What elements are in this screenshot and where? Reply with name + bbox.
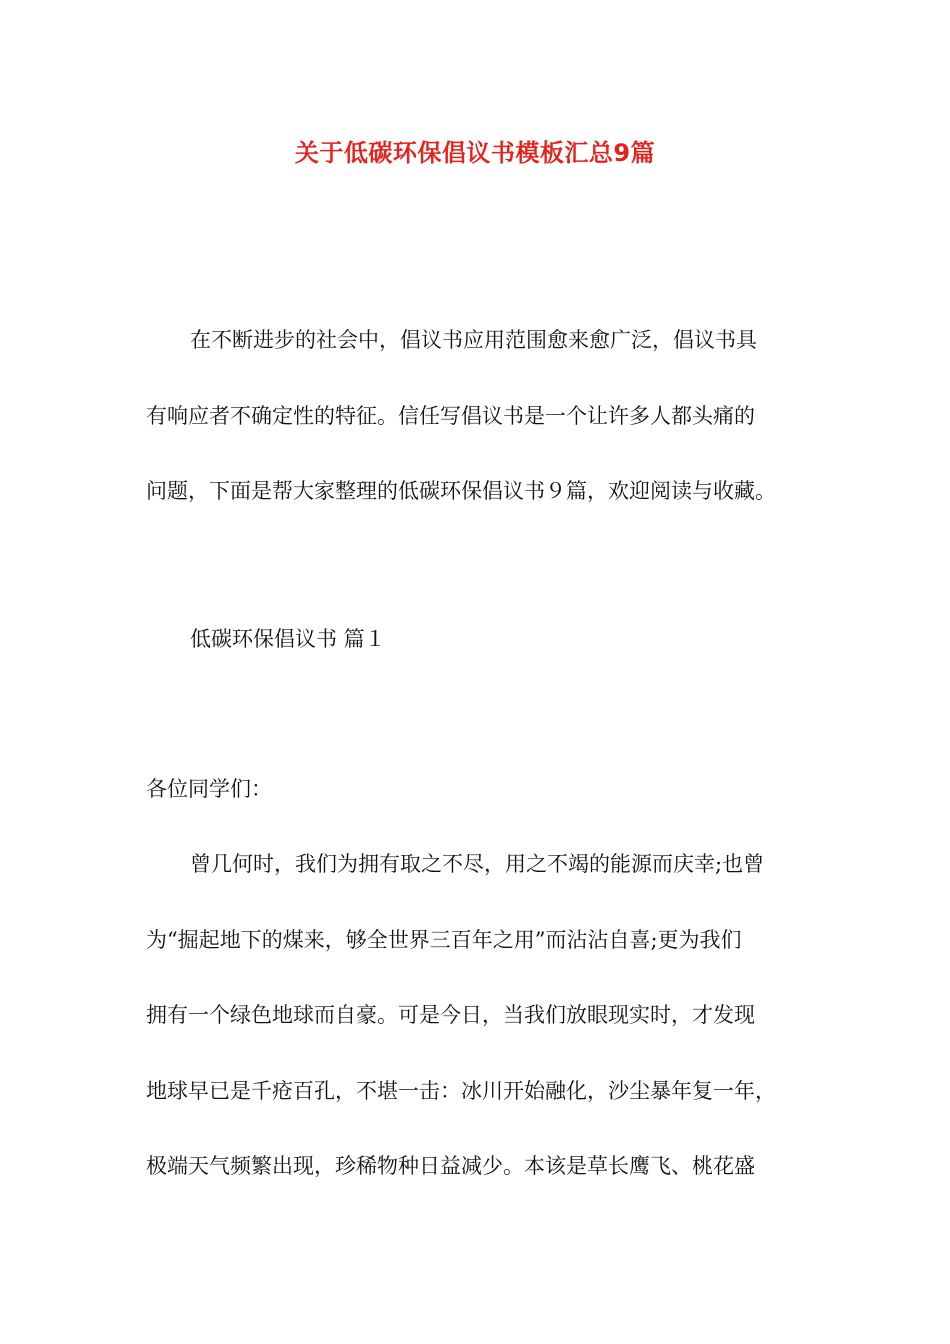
section-heading: 低碳环保倡议书 篇１ [190, 627, 386, 651]
document-title: 关于低碳环保倡议书模板汇总9篇 [294, 139, 656, 167]
body-line-1: 曾几何时，我们为拥有取之不尽，用之不竭的能源而庆幸;也曾 [190, 852, 765, 876]
body-line-3: 拥有一个绿色地球而自豪。可是今日，当我们放眼现实时，才发现 [146, 1003, 755, 1027]
intro-line-2: 有响应者不确定性的特征。信任写倡议书是一个让许多人都头痛的 [146, 404, 755, 428]
body-line-4: 地球早已是千疮百孔，不堪一击：冰川开始融化，沙尘暴年复一年， [146, 1079, 776, 1103]
intro-line-1: 在不断进步的社会中，倡议书应用范围愈来愈广泛，倡议书具 [190, 328, 757, 352]
intro-line-3: 问题，下面是帮大家整理的低碳环保倡议书９篇，欢迎阅读与收藏。 [146, 479, 776, 503]
body-line-5: 极端天气频繁出现，珍稀物种日益减少。本该是草长鹰飞、桃花盛 [146, 1154, 755, 1178]
body-line-2: 为“掘起地下的煤来，够全世界三百年之用”而沾沾自喜;更为我们 [146, 928, 742, 952]
salutation: 各位同学们： [146, 777, 272, 801]
